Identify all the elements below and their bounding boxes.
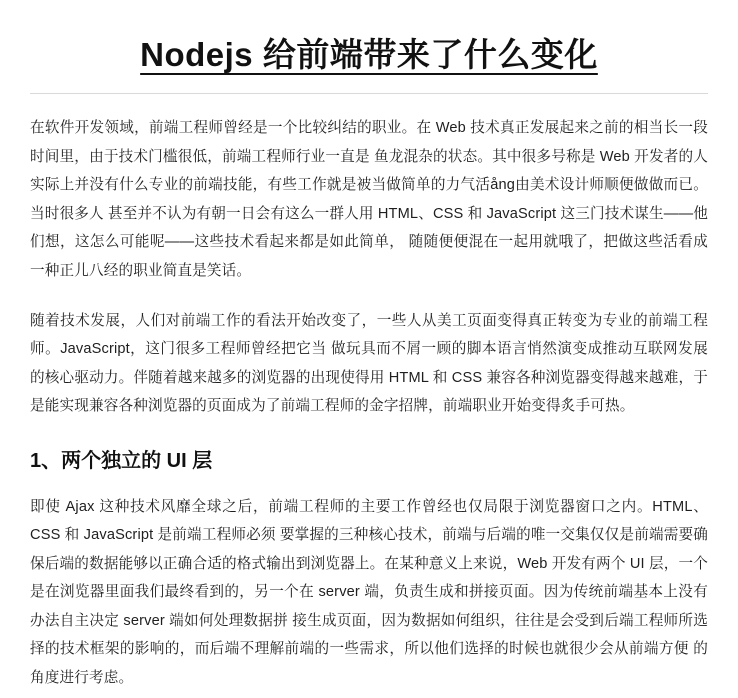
section-heading-1: 1、两个独立的 UI 层 [30, 449, 213, 472]
page-title: Nodejs 给前端带来了什么变化 [140, 36, 598, 73]
title-divider [30, 93, 708, 94]
section-paragraph-1: 即使 Ajax 这种技术风靡全球之后，前端工程师的主要工作曾经也仅局限于浏览器窗口之内。HTML、CSS 和 JavaScript 是前端工程师必须 要掌握的三种核心技术，前端与后端的唯一交集仅仅是前端需要确保后端的数据能够以正确合适的格式输出到浏览器上。在某种意义上来说，Web 开发有两个 UI 层，一个是在浏览器里面我们最终看到的，另一个在 server 端，负责生成和拼接页面。因为传统前端基本上没有办法自主决定 server 端如何处理数据拼 接生成页面，因为数据如何组织，往往是会受到后端工程师所选择的技术框架的影响的，而后端不理解前端的一些需求，所以他们选择的时候也就很少会从前端方便 的角度进行考虑。 [30, 498, 708, 686]
paragraph-2: 随着技术发展，人们对前端工作的看法开始改变了，一些人从美工页面变得真正转变为专业的前端工程师。JavaScript，这门很多工程师曾经把它当 做玩具而不屑一顾的脚本语言悄然演变成推动互联网发展的核心驱动力。伴随着越来越多的浏览器的出现使得用 HTML 和 CSS 兼容各种浏览器变得越来越难，于 是能实现兼容各种浏览器的页面成为了前端工程师的金字招牌，前端职业开始变得炙手可热。 [30, 312, 708, 415]
paragraph-1: 在软件开发领域，前端工程师曾经是一个比较纠结的职业。在 Web 技术真正发展起来之前的相当长一段时间里，由于技术门槛很低，前端工程师行业一直是 鱼龙混杂的状态。其中很多号称是 Web 开发者的人实际上并没有什么专业的前端技能，有些工作就是被当做简单的力气活ång由美术设计师顺便做做而已。当时很多人 甚至并不认为有朝一日会有这么一群人用 HTML、CSS 和 JavaScript 这三门技术谋生——他们想，这怎么可能呢——这些技术看起来都是如此简单， 随随便便混在一起用就哦了，把做这些活看成一种正儿八经的职业简直是笑话。 [30, 120, 708, 279]
